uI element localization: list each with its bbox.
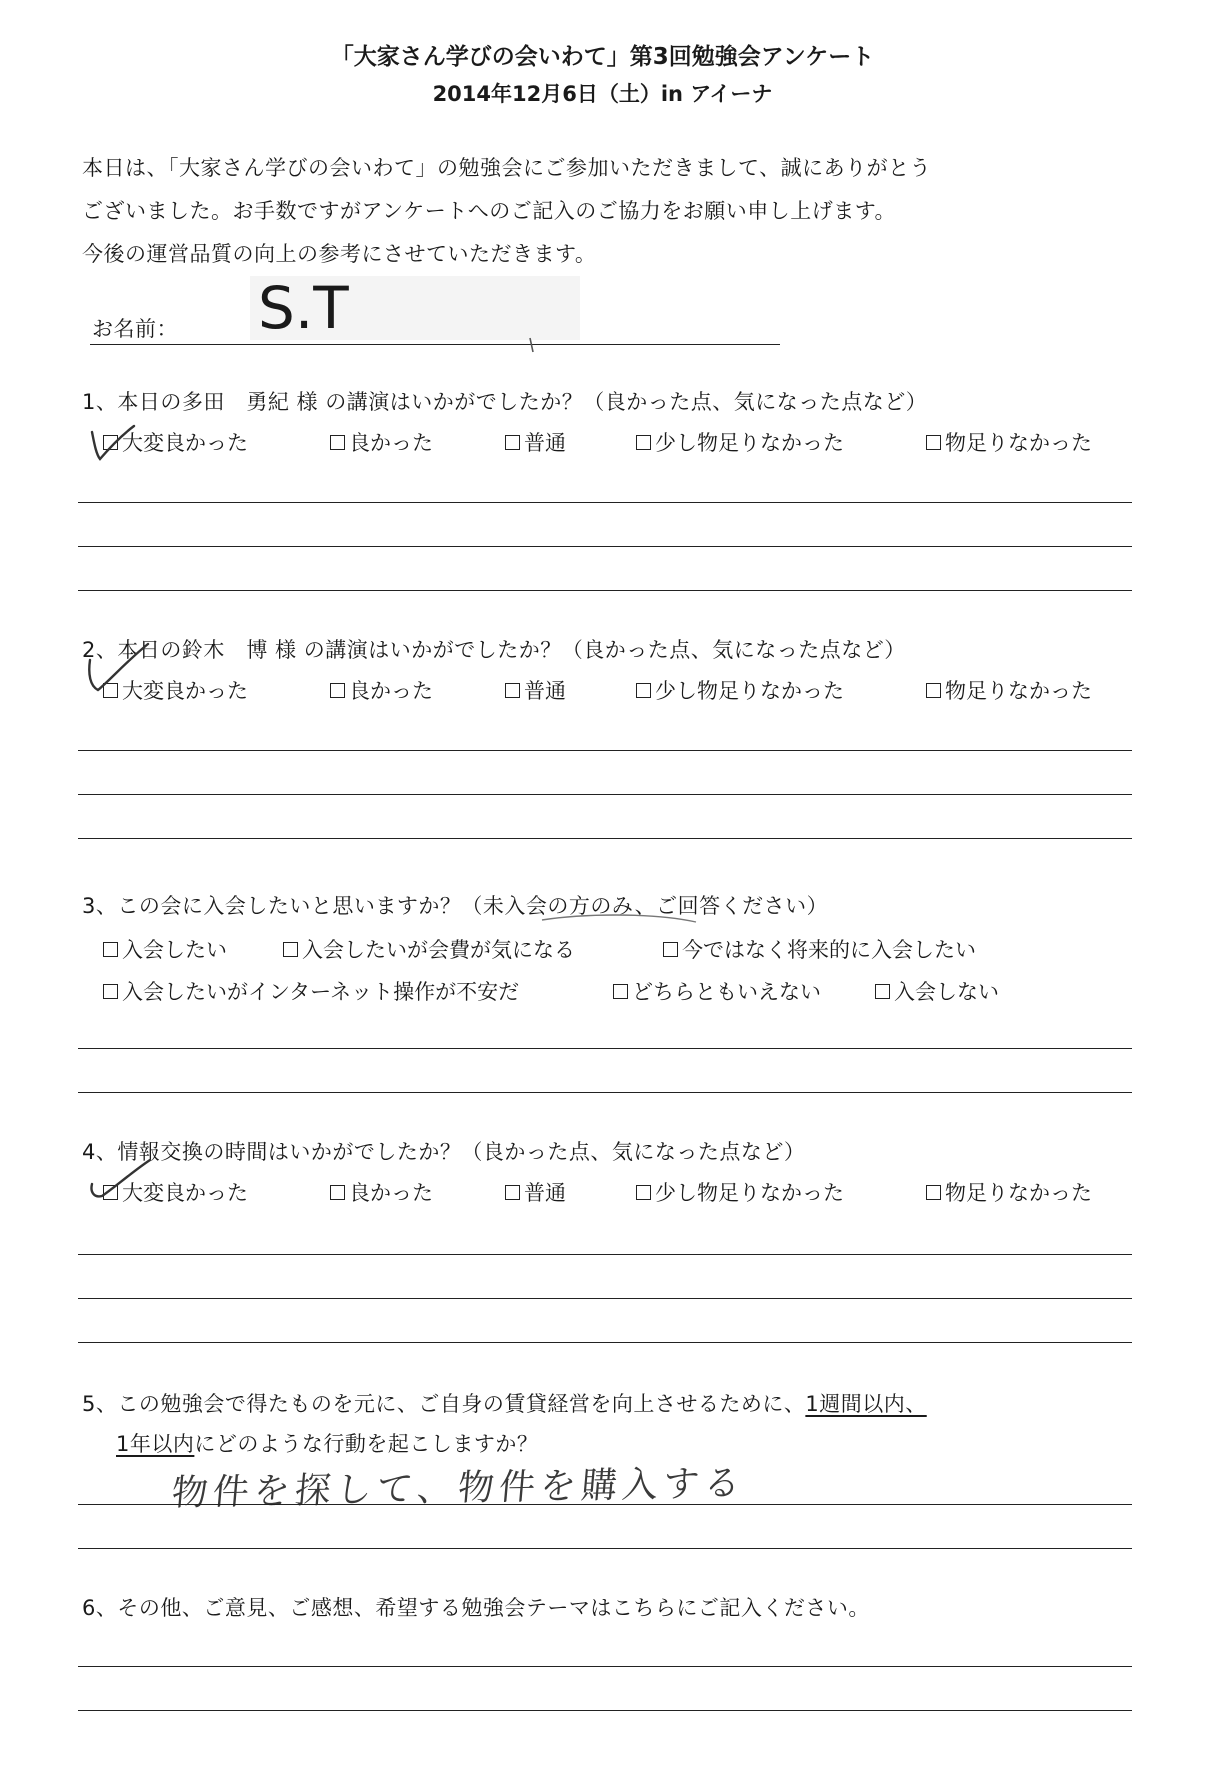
q5-handwritten-answer[interactable]: 物件を探して、物件を購入する <box>169 1462 747 1515</box>
q4-option-5-label: 物足りなかった <box>945 1181 1092 1205</box>
q1-option-3-label: 普通 <box>524 431 566 455</box>
pen-tick-mark <box>528 336 538 356</box>
q5-question-line-2 <box>116 1428 538 1458</box>
q4-option-1-label: 大変良かった <box>122 1181 248 1205</box>
name-label: お名前： <box>92 317 178 341</box>
q1-question: 1、本日の多田 勇紀 様 の講演はいかがでしたか？（良かった点、気になった点など） <box>82 390 928 414</box>
q6-question: 6、その他、ご意見、ご感想、希望する勉強会テーマはこちらにご記入ください。 <box>82 1596 870 1620</box>
q3-option-4-label: 入会したいがインターネット操作が不安だ <box>122 980 520 1004</box>
q3-checkbox-1[interactable] <box>103 942 118 957</box>
q4-checkbox-2[interactable] <box>330 1185 345 1200</box>
q4-answer-line-3[interactable] <box>78 1342 1132 1343</box>
q4-option-3-label: 普通 <box>524 1181 566 1205</box>
q3-option-4[interactable] <box>103 976 519 1006</box>
q1-option-1-label: 大変良かった <box>122 431 248 455</box>
q3-option-3-label: 今ではなく将来的に入会したい <box>682 938 976 962</box>
q1-option-2[interactable] <box>330 427 433 457</box>
q3-option-3[interactable] <box>663 934 976 964</box>
q4-option-3[interactable] <box>505 1177 566 1207</box>
q5-question-line-1 <box>82 1388 927 1418</box>
survey-title: 「大家さん学びの会いわて」第3回勉強会アンケート <box>330 44 875 70</box>
q1-checkbox-2[interactable] <box>330 435 345 450</box>
q1-answer-line-1[interactable] <box>78 502 1132 503</box>
q2-answer-line-3[interactable] <box>78 838 1132 839</box>
q4-checkbox-4[interactable] <box>636 1185 651 1200</box>
q2-checkbox-2[interactable] <box>330 683 345 698</box>
q1-checkbox-5[interactable] <box>926 435 941 450</box>
q3-checkbox-3[interactable] <box>663 942 678 957</box>
q2-option-5[interactable] <box>926 675 1092 705</box>
q2-check-mark-icon <box>84 640 154 700</box>
q2-option-4-label: 少し物足りなかった <box>655 679 844 703</box>
intro-line-1: 本日は、「大家さん学びの会いわて」の勉強会にご参加いただきまして、誠にありがとう <box>82 156 932 180</box>
q3-option-2[interactable] <box>283 934 575 964</box>
q2-checkbox-5[interactable] <box>926 683 941 698</box>
q3-option-1-label: 入会したい <box>122 938 227 962</box>
q1-check-mark-icon <box>88 424 138 464</box>
q3-checkbox-2[interactable] <box>283 942 298 957</box>
q1-option-2-label: 良かった <box>349 431 433 455</box>
q3-option-1[interactable] <box>103 934 227 964</box>
q3-option-5-label: どちらともいえない <box>632 980 821 1004</box>
q1-checkbox-3[interactable] <box>505 435 520 450</box>
q5-answer-line-1[interactable] <box>78 1504 1132 1505</box>
q2-option-2[interactable] <box>330 675 433 705</box>
q2-checkbox-4[interactable] <box>636 683 651 698</box>
q3-answer-line-2[interactable] <box>78 1092 1132 1093</box>
q2-checkbox-3[interactable] <box>505 683 520 698</box>
intro-line-3: 今後の運営品質の向上の参考にさせていただきます。 <box>82 242 597 266</box>
q2-option-4[interactable] <box>636 675 844 705</box>
q2-option-3-label: 普通 <box>524 679 566 703</box>
q5-question-prefix: 5、この勉強会で得たものを元に、ご自身の賃貸経営を向上させるために、 <box>82 1392 806 1416</box>
survey-date-venue: 2014年12月6日（土）in アイーナ <box>432 82 773 106</box>
q1-answer-line-2[interactable] <box>78 546 1132 547</box>
q4-check-mark-icon <box>86 1158 156 1206</box>
q6-answer-line-1[interactable] <box>78 1666 1132 1667</box>
q3-option-2-label: 入会したいが会費が気になる <box>302 938 575 962</box>
q1-answer-line-3[interactable] <box>78 590 1132 591</box>
q3-option-5[interactable] <box>613 976 821 1006</box>
q2-answer-line-1[interactable] <box>78 750 1132 751</box>
q2-option-2-label: 良かった <box>349 679 433 703</box>
q1-option-5-label: 物足りなかった <box>945 431 1092 455</box>
q1-option-4-label: 少し物足りなかった <box>655 431 844 455</box>
q4-answer-line-1[interactable] <box>78 1254 1132 1255</box>
q4-option-4[interactable] <box>636 1177 844 1207</box>
q4-answer-line-2[interactable] <box>78 1298 1132 1299</box>
q3-checkbox-4[interactable] <box>103 984 118 999</box>
q2-option-1-label: 大変良かった <box>122 679 248 703</box>
q2-question: 2、本日の鈴木 博 様 の講演はいかがでしたか？（良かった点、気になった点など） <box>82 638 906 662</box>
q4-question: 4、情報交換の時間はいかがでしたか？（良かった点、気になった点など） <box>82 1140 806 1164</box>
q1-option-3[interactable] <box>505 427 566 457</box>
q4-option-2[interactable] <box>330 1177 433 1207</box>
q4-option-5[interactable] <box>926 1177 1092 1207</box>
q3-pencil-stroke <box>540 912 700 928</box>
q5-question-emphasis-2: 1年以内 <box>116 1432 195 1456</box>
q3-checkbox-5[interactable] <box>613 984 628 999</box>
q6-answer-line-2[interactable] <box>78 1710 1132 1711</box>
q4-checkbox-3[interactable] <box>505 1185 520 1200</box>
q3-question: 3、この会に入会したいと思いますか？（未入会の方のみ、ご回答ください） <box>82 894 829 918</box>
q5-question-emphasis-1: 1週間以内、 <box>805 1392 927 1416</box>
q2-option-5-label: 物足りなかった <box>945 679 1092 703</box>
name-value[interactable]: S.T <box>258 274 349 342</box>
q1-option-5[interactable] <box>926 427 1092 457</box>
q4-checkbox-5[interactable] <box>926 1185 941 1200</box>
q3-option-6[interactable] <box>875 976 999 1006</box>
q2-option-3[interactable] <box>505 675 566 705</box>
q1-option-4[interactable] <box>636 427 844 457</box>
q5-answer-line-2[interactable] <box>78 1548 1132 1549</box>
intro-line-2: ございました。お手数ですがアンケートへのご記入のご協力をお願い申し上げます。 <box>82 199 897 223</box>
q2-answer-line-2[interactable] <box>78 794 1132 795</box>
q3-checkbox-6[interactable] <box>875 984 890 999</box>
name-underline <box>90 344 780 345</box>
q4-option-4-label: 少し物足りなかった <box>655 1181 844 1205</box>
q5-question-suffix: にどのような行動を起こしますか？ <box>194 1432 539 1456</box>
q3-answer-line-1[interactable] <box>78 1048 1132 1049</box>
q1-checkbox-4[interactable] <box>636 435 651 450</box>
q4-option-2-label: 良かった <box>349 1181 433 1205</box>
q3-option-6-label: 入会しない <box>894 980 999 1004</box>
